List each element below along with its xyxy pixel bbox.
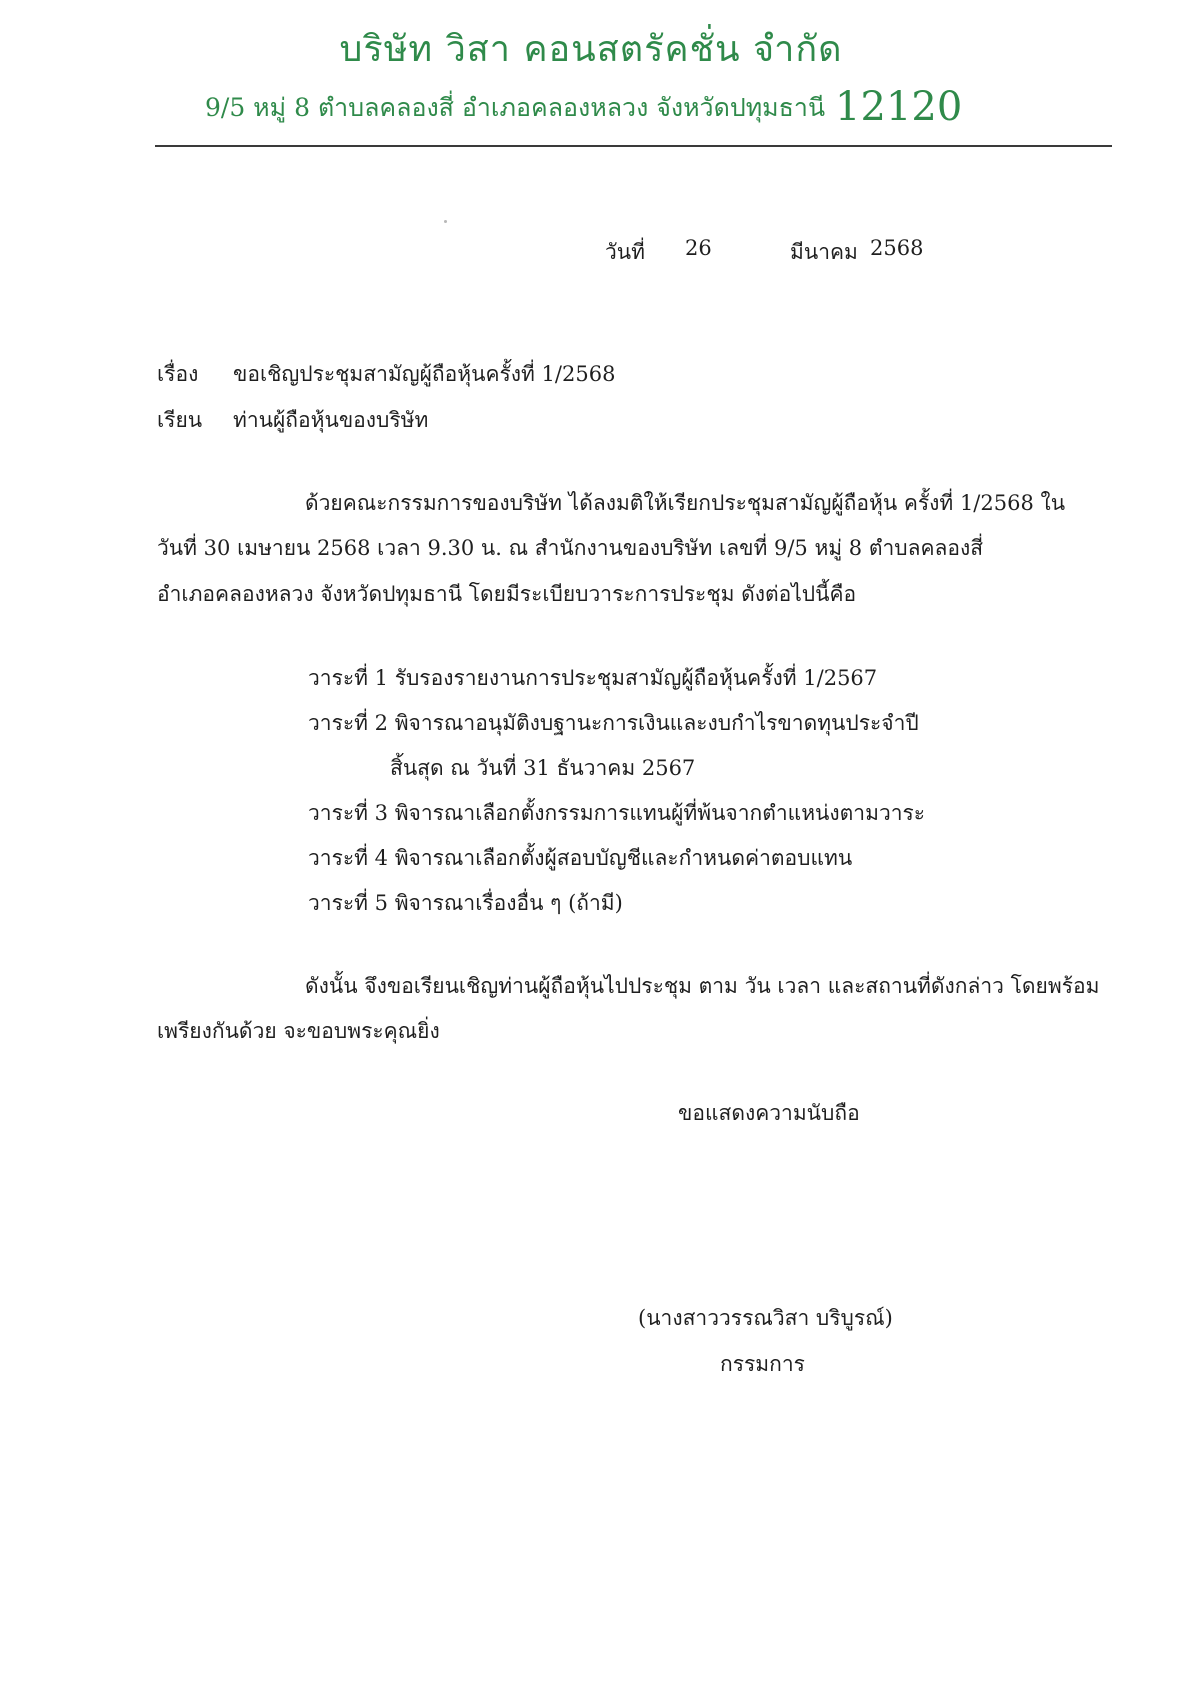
- agenda-item: วาระที่ 1 รับรองรายงานการประชุมสามัญผู้ถือหุ้นครั้งที่ 1/2567: [308, 666, 878, 690]
- scan-speck: [444, 220, 447, 223]
- company-address: [205, 84, 962, 130]
- closing-paragraph-line: ดังนั้น จึงขอเรียนเชิญท่านผู้ถือหุ้นไปประชุม ตาม วัน เวลา และสถานที่ดังกล่าว โดยพร้อม: [305, 974, 1100, 998]
- agenda-item: วาระที่ 4 พิจารณาเลือกตั้งผู้สอบบัญชีและกำหนดค่าตอบแทน: [308, 846, 853, 870]
- letterhead-divider: [155, 145, 1112, 147]
- body-paragraph-line: อำเภอคลองหลวง จังหวัดปทุมธานี โดยมีระเบียบวาระการประชุม ดังต่อไปนี้คือ: [157, 582, 857, 606]
- addressee-label: เรียน: [157, 408, 203, 432]
- date-year: 2568: [870, 236, 924, 260]
- date-label: วันที่: [605, 240, 645, 264]
- body-paragraph-line: ด้วยคณะกรรมการของบริษัท ได้ลงมติให้เรียกประชุมสามัญผู้ถือหุ้น ครั้งที่ 1/2568 ใน: [305, 491, 1066, 515]
- date-month: มีนาคม: [790, 240, 858, 264]
- subject-text: ขอเชิญประชุมสามัญผู้ถือหุ้นครั้งที่ 1/2568: [233, 362, 616, 386]
- date-day: 26: [685, 236, 712, 260]
- postal-code: 12120: [835, 84, 963, 130]
- signatory-name: (นางสาววรรณวิสา บริบูรณ์): [638, 1306, 893, 1330]
- address-text: 9/5 หมู่ 8 ตำบลคลองสี่ อำเภอคลองหลวง จังหวัดปทุมธานี: [205, 93, 826, 122]
- body-paragraph-line: วันที่ 30 เมษายน 2568 เวลา 9.30 น. ณ สำนักงานของบริษัท เลขที่ 9/5 หมู่ 8 ตำบลคลองสี่: [157, 536, 984, 560]
- signatory-position: กรรมการ: [720, 1352, 805, 1376]
- company-name: บริษัท วิสา คอนสตรัคชั่น จำกัด: [339, 29, 843, 70]
- agenda-item-continuation: สิ้นสุด ณ วันที่ 31 ธันวาคม 2567: [390, 756, 696, 780]
- closing-paragraph-line: เพรียงกันด้วย จะขอบพระคุณยิ่ง: [157, 1019, 440, 1043]
- agenda-item: วาระที่ 3 พิจารณาเลือกตั้งกรรมการแทนผู้ที่พ้นจากตำแหน่งตามวาระ: [308, 801, 926, 825]
- agenda-item: วาระที่ 2 พิจารณาอนุมัติงบฐานะการเงินและงบกำไรขาดทุนประจำปี: [308, 711, 919, 735]
- agenda-item: วาระที่ 5 พิจารณาเรื่องอื่น ๆ (ถ้ามี): [308, 891, 623, 915]
- subject-label: เรื่อง: [157, 362, 199, 386]
- addressee-text: ท่านผู้ถือหุ้นของบริษัท: [233, 408, 429, 432]
- closing-regards: ขอแสดงความนับถือ: [678, 1101, 860, 1125]
